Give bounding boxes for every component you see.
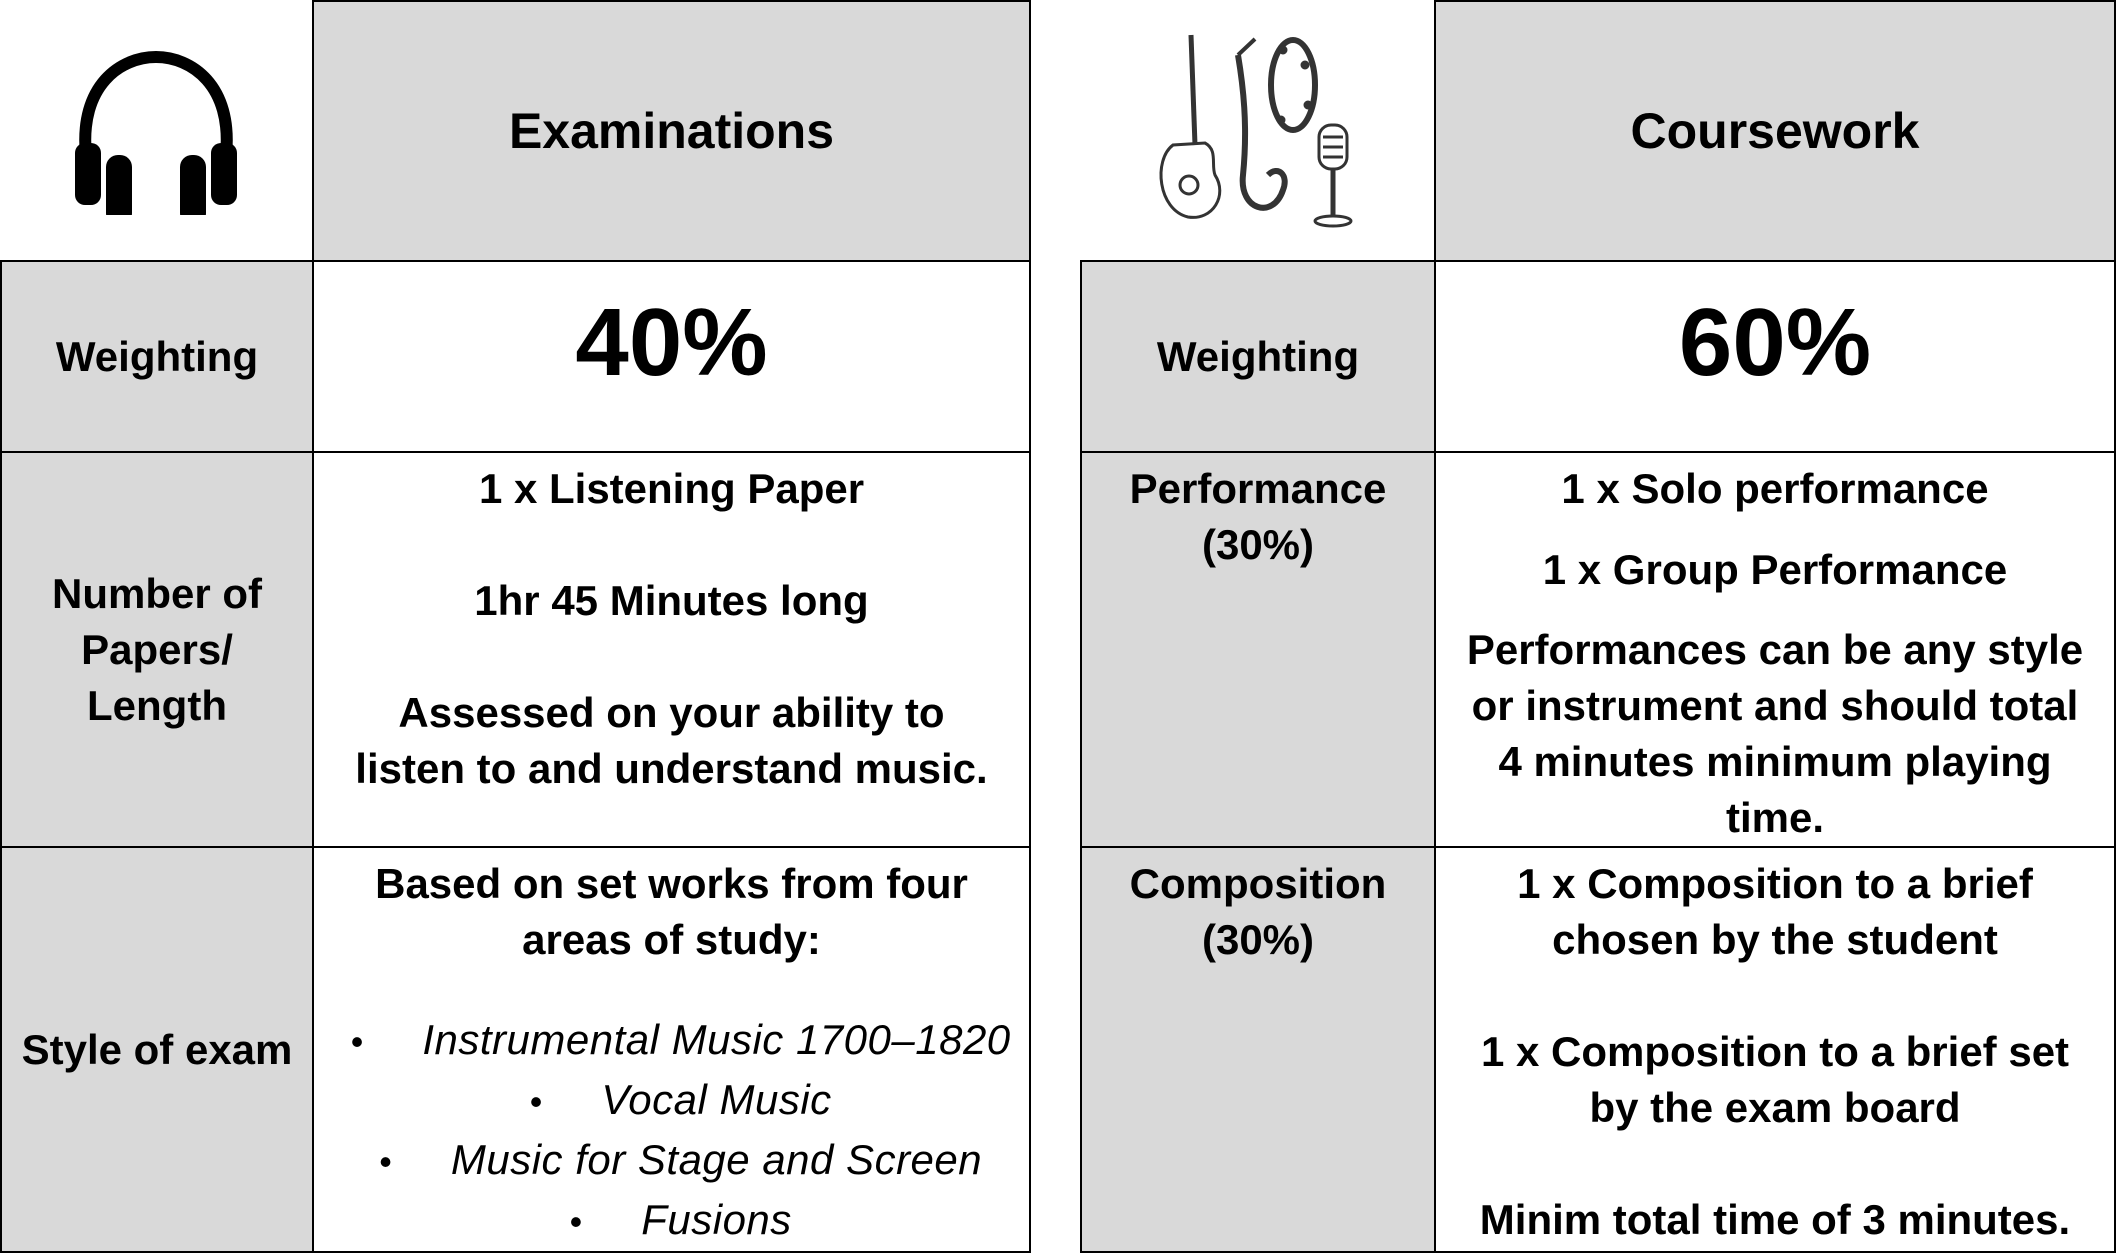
examinations-header-text: Examinations bbox=[508, 103, 835, 159]
course-weighting-value: 60% bbox=[1434, 260, 2116, 453]
exam-papers-content bbox=[312, 451, 1031, 848]
composition-content bbox=[1434, 846, 2116, 1253]
exam-style-label: Style of exam bbox=[0, 846, 314, 1253]
composition-label: Composition (30%) bbox=[1080, 846, 1436, 1253]
composition-line: 1 x Composition to a brief chosen by the student bbox=[1517, 860, 2033, 963]
course-weighting-label: Weighting bbox=[1080, 260, 1436, 453]
performance-line: Performances can be any style or instrument and should total 4 minutes minimum playing time. bbox=[1466, 626, 2084, 841]
exam-weighting-value: 40% bbox=[312, 260, 1031, 453]
list-item: • Music for Stage and Screen bbox=[379, 1136, 983, 1183]
papers-line: 1 x Listening Paper bbox=[478, 465, 865, 512]
composition-line: Minim total time of 3 minutes. bbox=[1479, 1196, 2071, 1243]
coursework-header bbox=[1434, 0, 2116, 262]
instruments-sketch-icon bbox=[1080, 0, 1435, 260]
headphones-icon bbox=[0, 0, 312, 260]
exam-papers-label: Number of Papers/ Length bbox=[0, 451, 314, 848]
exam-style-content bbox=[312, 846, 1031, 1253]
coursework-header-text: Coursework bbox=[1630, 103, 1920, 159]
areas-of-study-list bbox=[332, 1011, 1010, 1251]
performance-line: 1 x Group Performance bbox=[1542, 545, 2008, 593]
performance-label: Performance (30%) bbox=[1080, 451, 1436, 848]
exam-weighting-label: Weighting bbox=[0, 260, 314, 453]
papers-line: Assessed on your ability to listen to and understand music. bbox=[355, 689, 988, 792]
list-item: • Fusions bbox=[569, 1196, 792, 1243]
style-intro: Based on set works from four areas of study: bbox=[375, 860, 968, 963]
list-item: • Instrumental Music 1700–1820 bbox=[350, 1016, 1011, 1063]
composition-line: 1 x Composition to a brief set by the exam board bbox=[1480, 1028, 2070, 1131]
performance-content bbox=[1434, 451, 2116, 848]
performance-line: 1 x Solo performance bbox=[1561, 465, 1989, 512]
list-item: • Vocal Music bbox=[529, 1076, 832, 1123]
examinations-header bbox=[312, 0, 1031, 262]
papers-line: 1hr 45 Minutes long bbox=[474, 577, 869, 624]
